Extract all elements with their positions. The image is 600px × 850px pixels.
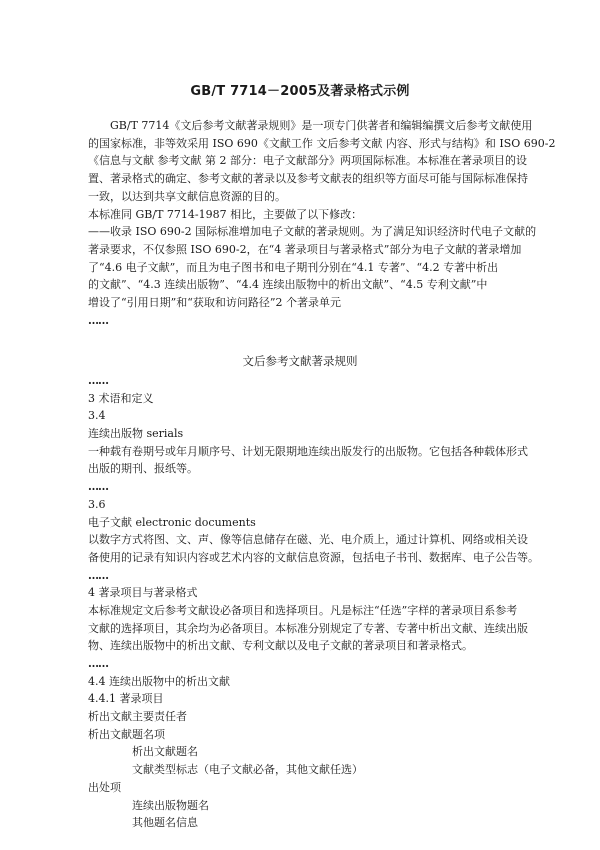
ellipsis: ……	[88, 568, 108, 582]
body-line: 一种载有卷期号或年月顺序号、计划无限期地连续出版发行的出版物。它包括各种载体形式	[88, 444, 528, 458]
sub-item: 其他题名信息	[132, 816, 198, 830]
sub-item: 析出文献题名	[132, 745, 198, 759]
intro-line: 置、著录格式的确定、参考文献的著录以及参考文献表的组织等方面尽可能与国际标准保持	[88, 172, 528, 186]
intro-line: 《信息与文献 参考文献 第 2 部分：电子文献部分》两项国际标准。本标准在著录项目的设	[88, 154, 527, 168]
intro-line: 一致，以达到共享文献信息资源的目的。	[88, 189, 286, 203]
body-line: 文献的选择项目，其余均为必备项目。本标准分别规定了专著、专著中析出文献、连续出版	[88, 621, 528, 635]
body-line: 4 著录项目与著录格式	[88, 586, 198, 600]
intro-line: 了“4.6 电子文献”，而且为电子图书和电子期刊分别在“4.1 专著”、“4.2 专著中析出	[88, 260, 499, 274]
ellipsis: ……	[88, 374, 108, 387]
body-line: 4.4.1 著录项目	[88, 692, 164, 706]
body-line: 析出文献题名项	[88, 727, 165, 741]
standard-body	[88, 372, 539, 832]
intro-line: 著录要求，不仅参照 ISO 690-2，在“4 著录项目与著录格式”部分为电子文献的著录增加	[88, 242, 522, 256]
body-line: 出处项	[88, 780, 121, 794]
intro-line: 增设了“引用日期”和“获取和访问路径”2 个著录单元	[88, 296, 341, 310]
body-line: 3 术语和定义	[88, 391, 154, 405]
body-line: 析出文献主要责任者	[88, 710, 187, 724]
intro-ellipsis: ……	[88, 313, 108, 327]
body-line: 以数字方式将图、文、声、像等信息储存在磁、光、电介质上，通过计算机、网络或相关设	[88, 533, 528, 547]
sub-item: 文献类型标志（电子文献必备，其他文献任选）	[132, 763, 363, 777]
body-line: 备使用的记录有知识内容或艺术内容的文献信息资源，包括电子书刊、数据库、电子公告等。	[88, 550, 539, 564]
body-line: 电子文献 electronic documents	[88, 515, 256, 529]
intro-line: 本标准同 GB/T 7714-1987 相比，主要做了以下修改：	[88, 207, 363, 221]
body-line: 4.4 连续出版物中的析出文献	[88, 674, 230, 688]
document-title: GB/T 7714－2005及著录格式示例	[190, 84, 410, 99]
intro-line: 的文献”、“4.3 连续出版物”、“4.4 连续出版物中的析出文献”、“4.5 专利文献”中	[88, 278, 488, 292]
intro-paragraph	[88, 117, 556, 329]
body-line: 本标准规定文后参考文献设必备项目和选择项目。凡是标注“任选”字样的著录项目系参考	[88, 603, 518, 617]
ellipsis: ……	[88, 480, 108, 494]
section-title: 文后参考文献著录规则	[242, 354, 358, 368]
body-line: 3.6	[88, 497, 106, 511]
sub-item: 连续出版物题名	[132, 798, 209, 812]
body-line: 连续出版物 serials	[88, 427, 184, 441]
ellipsis: ……	[88, 657, 108, 670]
intro-line: ——收录 ISO 690-2 国际标准增加电子文献的著录规则。为了满足知识经济时代电子文献的	[88, 225, 537, 239]
body-line: 物、连续出版物中的析出文献、专利文献以及电子文献的著录项目和著录格式。	[88, 639, 473, 653]
intro-line: 的国家标准，非等效采用 ISO 690《文献工作 文后参考文献 内容、形式与结构》和 ISO 690-2	[88, 136, 556, 150]
intro-line: GB/T 7714《文后参考文献著录规则》是一项专门供著者和编辑编撰文后参考文献使用	[110, 119, 533, 132]
body-line: 出版的期刊、报纸等。	[88, 462, 198, 476]
body-line: 3.4	[88, 409, 106, 423]
